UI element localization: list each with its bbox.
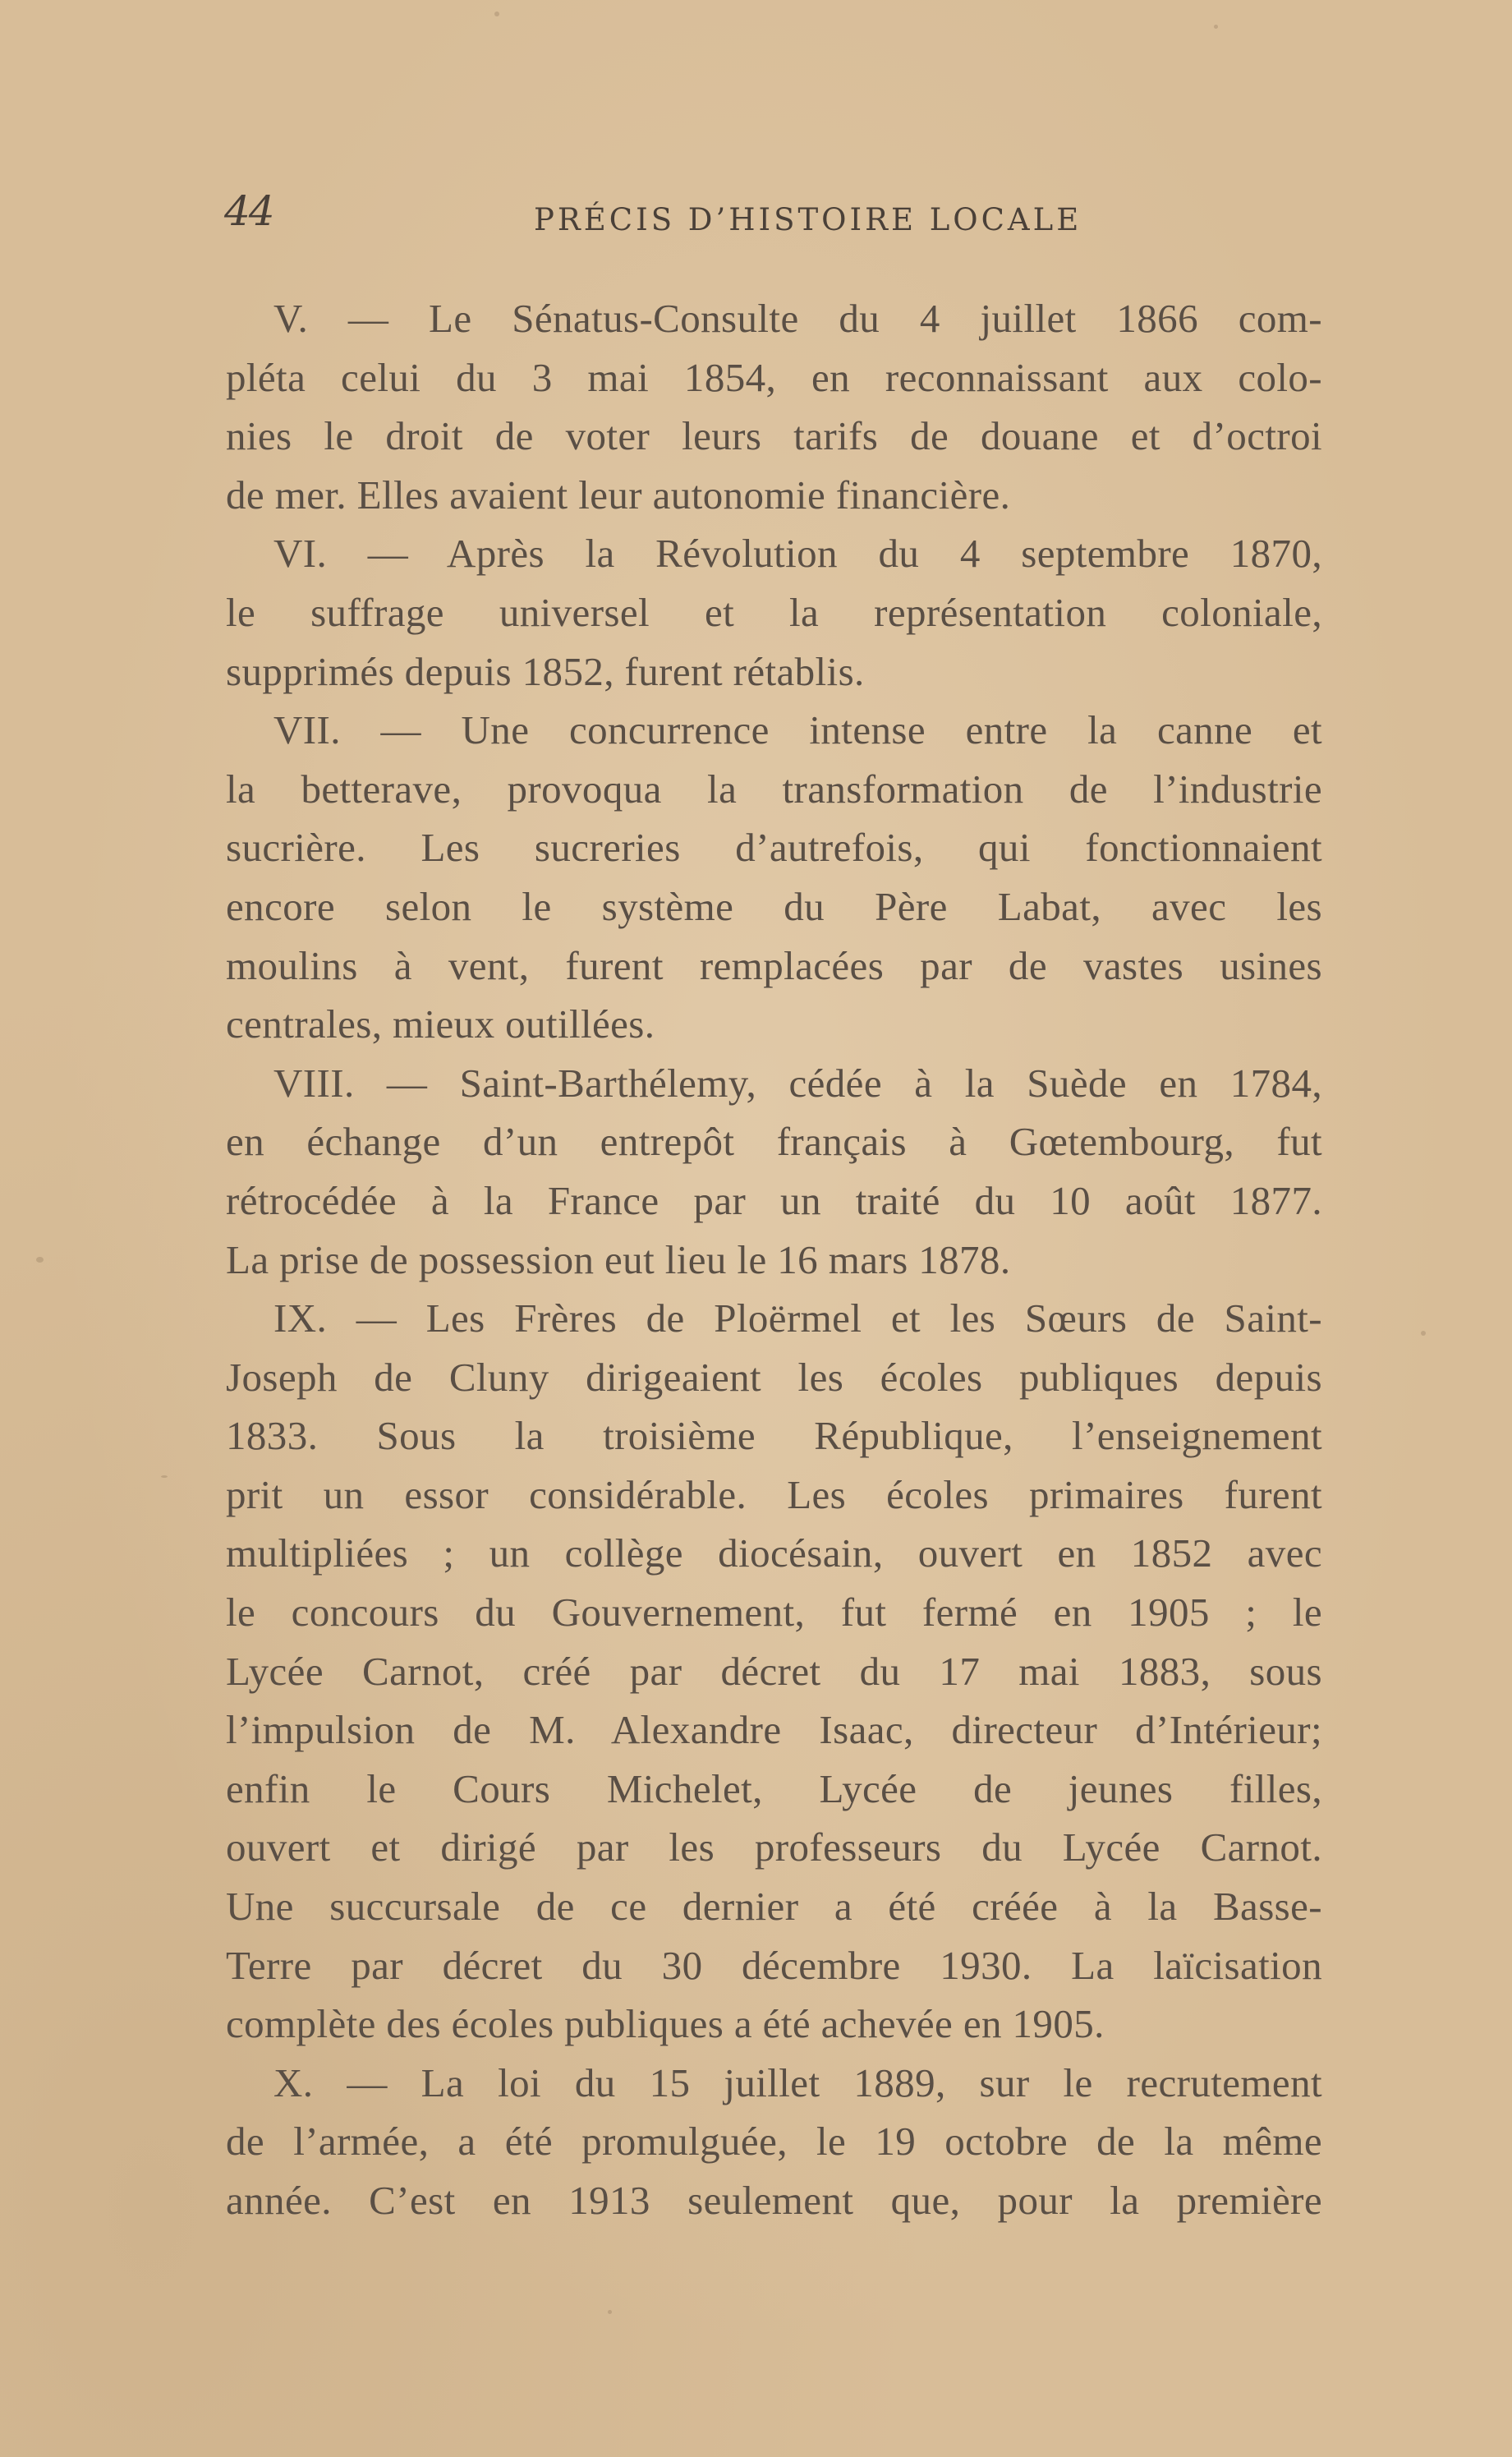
text-line: multipliées ; un collège diocésain, ouvert en 1852 avec <box>226 1530 1322 1576</box>
paragraph-v <box>226 289 1322 524</box>
paragraph-ix <box>226 1289 1322 2054</box>
text-line: nies le droit de voter leurs tarifs de douane et d’octroi <box>226 413 1322 459</box>
text-line: rétrocédée à la France par un traité du 10 août 1877. <box>226 1177 1322 1223</box>
text-line: le concours du Gouvernement, fut fermé en 1905 ; le <box>226 1590 1322 1636</box>
page-number: 44 <box>224 187 273 235</box>
text-line: prit un essor considérable. Les écoles primaires furent <box>226 1471 1322 1517</box>
paper-speck <box>1214 25 1218 29</box>
text-line: La prise de possession eut lieu le 16 mars 1878. <box>226 1236 1011 1282</box>
page-header <box>222 187 1339 253</box>
paper-speck <box>608 2310 612 2314</box>
text-line: en échange d’un entrepôt français à Gœtembourg, fut <box>226 1119 1322 1165</box>
text-line: encore selon le système du Père Labat, avec les <box>226 883 1322 929</box>
text-line: VIII. — Saint-Barthélemy, cédée à la Suède en 1784, <box>273 1060 1322 1106</box>
text-line: enfin le Cours Michelet, Lycée de jeunes filles, <box>226 1765 1322 1811</box>
text-line: 1833. Sous la troisième République, l’enseignement <box>226 1413 1322 1459</box>
text-line: de l’armée, a été promulguée, le 19 octobre de la même <box>226 2119 1322 2165</box>
paper-speck <box>36 1257 44 1263</box>
text-line: sucrière. Les sucreries d’autrefois, qui fonctionnaient <box>226 825 1322 871</box>
text-line: centrales, mieux outillées. <box>226 1001 655 1047</box>
text-line: supprimés depuis 1852, furent rétablis. <box>226 648 865 694</box>
text-line: IX. — Les Frères de Ploërmel et les Sœurs de Saint- <box>273 1295 1322 1341</box>
text-line: VI. — Après la Révolution du 4 septembre 1870, <box>273 531 1322 577</box>
text-line: la betterave, provoqua la transformation de l’industrie <box>226 766 1322 812</box>
text-line: moulins à vent, furent remplacées par de vastes usines <box>226 942 1322 988</box>
paper-speck <box>494 12 499 16</box>
text-line: de mer. Elles avaient leur autonomie financière. <box>226 472 1011 518</box>
text-line: Terre par décret du 30 décembre 1930. La laïcisation <box>226 1942 1322 1988</box>
text-line: le suffrage universel et la représentation coloniale, <box>226 589 1322 635</box>
text-line: V. — Le Sénatus-Consulte du 4 juillet 1866 com- <box>273 296 1322 341</box>
text-line: VII. — Une concurrence intense entre la canne et <box>273 707 1322 753</box>
paragraph-x <box>226 2054 1322 2230</box>
paper-speck <box>161 1475 168 1478</box>
paragraph-viii <box>226 1054 1322 1289</box>
running-title: PRÉCIS D’HISTOIRE LOCALE <box>534 202 1082 237</box>
text-line: l’impulsion de M. Alexandre Isaac, directeur d’Intérieur; <box>226 1707 1322 1753</box>
text-line: année. C’est en 1913 seulement que, pour la première <box>226 2178 1322 2223</box>
text-line: ouvert et dirigé par les professeurs du Lycée Carnot. <box>226 1824 1322 1870</box>
body-text <box>226 289 1322 2230</box>
text-line: complète des écoles publiques a été achevée en 1905. <box>226 2001 1105 2047</box>
paper-speck <box>1421 1331 1426 1336</box>
text-line: Joseph de Cluny dirigeaient les écoles publiques depuis <box>226 1354 1322 1400</box>
paragraph-vii <box>226 701 1322 1054</box>
paragraph-vi <box>226 524 1322 701</box>
text-line: Une succursale de ce dernier a été créée à la Basse- <box>226 1884 1322 1930</box>
text-line: pléta celui du 3 mai 1854, en reconnaissant aux colo- <box>226 354 1322 400</box>
text-line: X. — La loi du 15 juillet 1889, sur le recrutement <box>273 2059 1322 2105</box>
text-line: Lycée Carnot, créé par décret du 17 mai 1883, sous <box>226 1648 1322 1694</box>
